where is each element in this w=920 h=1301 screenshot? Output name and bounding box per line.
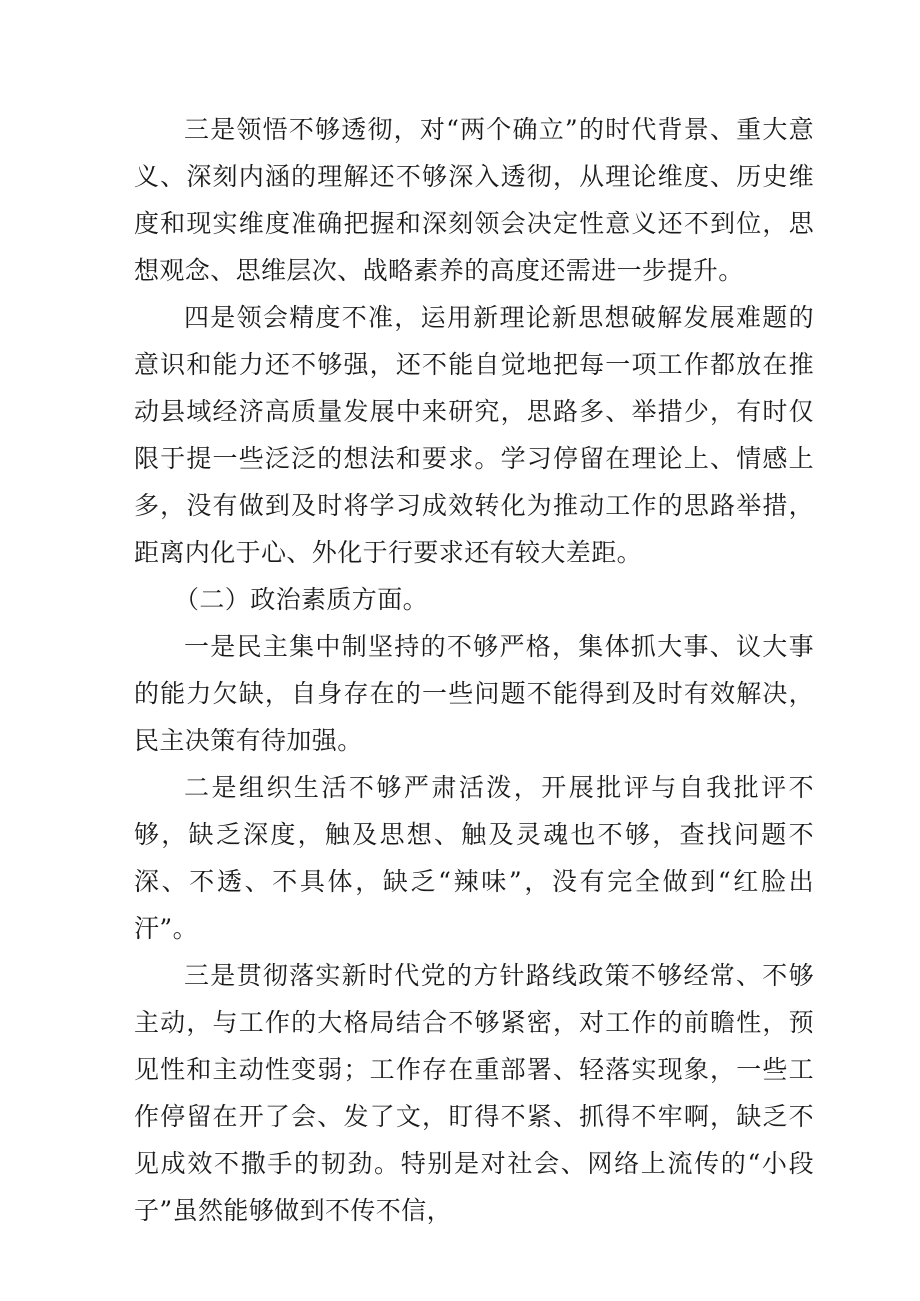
paragraph-democratic-centralism: 一是民主集中制坚持的不够严格，集体抓大事、议大事的能力欠缺，自身存在的一些问题不能得到及时有效解决，民主决策有待加强。 — [134, 632, 814, 755]
paragraph-understanding: 三是领悟不够透彻，对“两个确立”的时代背景、重大意义、深刻内涵的理解还不够深入透彻，从理论维度、历史维度和现实维度准确把握和深刻领会决定性意义还不到位，思想观念、思维层次、战略素养的高度还需进一步提升。 — [134, 115, 814, 285]
document-body — [134, 106, 814, 1234]
paragraph-policy-implementation: 三是贯彻落实新时代党的方针路线政策不够经常、不够主动，与工作的大格局结合不够紧密，对工作的前瞻性，预见性和主动性变弱；工作存在重部署、轻落实现象，一些工作停留在开了会、发了文，盯得不紧、抓得不牢啊，缺乏不见成效不撒手的韧劲。特别是对社会、网络上流传的“小段子”虽然能够做到不传不信， — [134, 961, 814, 1225]
section-heading-political-quality: （二）政治素质方面。 — [174, 585, 429, 614]
paragraph-organizational-life: 二是组织生活不够严肃活泼，开展批评与自我批评不够，缺乏深度，触及思想、触及灵魂也不够，查找问题不深、不透、不具体，缺乏“辣味”，没有完全做到“红脸出汗”。 — [134, 773, 814, 943]
paragraph-comprehension: 四是领会精度不准，运用新理论新思想破解发展难题的意识和能力还不够强，还不能自觉地把每一项工作都放在推动县域经济高质量发展中来研究，思路多、举措少，有时仅限于提一些泛泛的想法和要求。学习停留在理论上、情感上多，没有做到及时将学习成效转化为推动工作的思路举措，距离内化于心、外化于行要求还有较大差距。 — [134, 303, 814, 567]
